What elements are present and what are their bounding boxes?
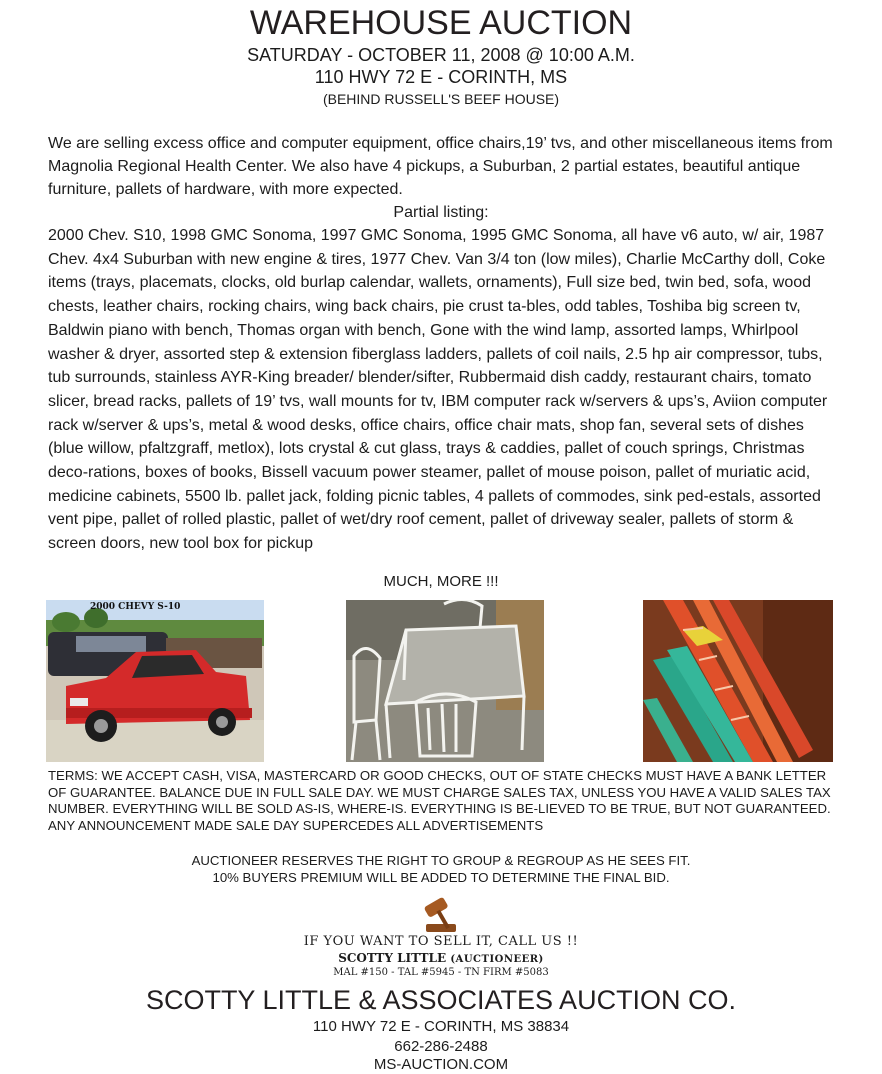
auctioneer-name: SCOTTY LITTLE	[338, 951, 447, 965]
truck-photo-caption: 2000 CHEVY S-10	[90, 602, 181, 612]
patio-furniture-photo	[346, 600, 544, 762]
ladders-photo	[643, 600, 833, 762]
gavel-icon	[418, 896, 468, 934]
license-numbers: MAL #150 - TAL #5945 - TN FIRM #5083	[333, 967, 549, 978]
truck-photo	[46, 600, 264, 762]
item-listing: 2000 Chev. S10, 1998 GMC Sonoma, 1997 GMC Sonoma, 1995 GMC Sonoma, all have v6 auto, w/ air, 1987 Chev. 4x4 Suburban with new engine & tires, 1977 Chev. Van 3/4 ton (low miles), Charlie McCarthy doll, Coke items (trays, placemats, clocks, old burlap calendar, wallets, ornaments), Full size bed, twin bed, sofa, wood chests, leather chairs, rocking chairs, wing back chairs, pie crust ta-bles, odd tables, Toshiba big screen tv, Baldwin piano with bench, Thomas organ with bench, Gone with the wind lamp, assorted lamps, Whirlpool washer & dryer, assorted step & extension fiberglass ladders, pallets of coil nails, 2.5 hp air compressor, tubs, tub surrounds, stainless AYR-King breader/ blender/sifter, Rubbermaid dish caddy, restaurant chairs, tomato slicer, bread racks, pallets of 19’ tvs, wall mounts for tv, IBM computer rack w/servers & ups’s, Aviion computer rack w/server & ups’s, metal & wood desks, office chairs, office chair mats, shop fan, several sets of dishes (blue willow, pfaltzgraff, metlox), lots crystal & cut glass, trays & caddies, pallet of couch springs, Christmas deco-rations, boxes of books, Bissell vacuum power steamer, pallet of mouse poison, pallet of muriatic acid, medicine cabinets, 5500 lb. pallet jack, folding picnic tables, 4 pallets of commodes, sink ped-estals, assorted vent pipe, pallet of rolled plastic, pallet of wet/dry roof cement, pallet of driveway sealer, pallets of storm & screen doors, new tool box for pickup	[48, 227, 828, 553]
buyers-premium-text: 10% BUYERS PREMIUM WILL BE ADDED TO DETERMINE THE FINAL BID.	[212, 870, 670, 885]
company-website: MS-AUCTION.COM	[373, 1056, 509, 1073]
company-address: 110 HWY 72 E - CORINTH, MS 38834	[312, 1018, 570, 1035]
auction-location-note: (BEHIND RUSSELL'S BEEF HOUSE)	[322, 91, 560, 107]
partial-listing-label: Partial listing:	[393, 204, 489, 221]
company-phone: 662-286-2488	[394, 1038, 488, 1055]
call-us-text: IF YOU WANT TO SELL IT, CALL US !!	[303, 934, 579, 949]
auction-title: WAREHOUSE AUCTION	[249, 4, 633, 42]
auction-date: SATURDAY - OCTOBER 11, 2008 @ 10:00 A.M.	[247, 45, 635, 65]
auctioneer-role: (AUCTIONEER)	[450, 954, 544, 965]
company-name: SCOTTY LITTLE & ASSOCIATES AUCTION CO.	[145, 985, 737, 1015]
much-more-text: MUCH, MORE !!!	[383, 573, 499, 590]
terms-text: TERMS: WE ACCEPT CASH, VISA, MASTERCARD OR GOOD CHECKS, OUT OF STATE CHECKS MUST HAVE A BANK LETTER OF GUARANTEE. BALANCE DUE IN FULL SALE DAY. WE MUST CHARGE SALES TAX, UNLESS YOU HAVE A VALID SALES TAX NUMBER. EVERYTHING WILL BE SOLD AS-IS, WHERE-IS. EVERYTHING IS BE-LIEVED TO BE TRUE, BUT NOT GUARANTEED. ANY ANNOUNCEMENT MADE SALE DAY SUPERCEDES ALL ADVERTISEMENTS	[48, 768, 831, 833]
auction-address: 110 HWY 72 E - CORINTH, MS	[314, 67, 568, 87]
reserves-text: AUCTIONEER RESERVES THE RIGHT TO GROUP & REGROUP AS HE SEES FIT.	[191, 853, 691, 868]
intro-paragraph: We are selling excess office and computer equipment, office chairs,19’ tvs, and other miscellaneous items from Magnolia Regional Health Center. We also have 4 pickups, a Suburban, 2 partial estates, beautiful antique furniture, pallets of hardware, with more expected.	[48, 135, 833, 198]
